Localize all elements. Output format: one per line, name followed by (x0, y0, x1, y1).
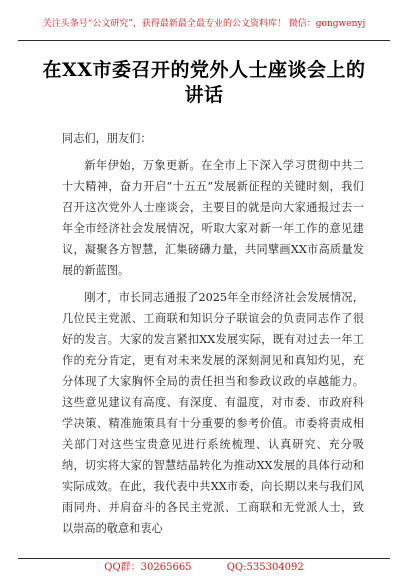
salutation: 同志们，朋友们： (62, 132, 152, 145)
body-paragraph: 新年伊始，万象更新。在全市上下深入学习贯彻中共二十大精神，奋力开启“十五五”发展新征程的关键时刻，我们召开这次党外人士座谈会，主要目的就是向大家通报过去一年全市经济社会发展情况，听取大家对新一年工作的意见建议，凝聚各方智慧，汇集磅礴力量，共同擘画XX市高质量发展的新蓝图。 (62, 159, 364, 277)
document-title: 在XX市委召开的党外人士座谈会上的讲话 (42, 59, 366, 106)
header-divider (18, 40, 390, 41)
body-paragraph: 刚才，市长同志通报了2025年全市经济社会发展情况，几位民主党派、工商联和知识分子联谊会的负责同志作了很好的发言。大家的发言紧扣XX发展实际，既有对过去一年工作的充分肯定，更有对未来发展的深刻洞见和真知灼见，充分体现了大家胸怀全局的责任担当和参政议政的卓越能力。这些意见建议有高度、有深度、有温度，对市委、市政府科学决策、精准施策具有十分重要的参考价值。市委将责成相关部门对这些宝贵意见进行系统梳理、认真研究、充分吸纳，切实将大家的智慧结晶转化为推动XX发展的具体行动和实际成效。在此，我代表中共XX市委，向长期以来与我们风雨同舟、并肩奋斗的各民主党派、工商联和无党派人士，致以崇高的敬意和衷心 (62, 291, 364, 535)
document-body (62, 128, 364, 539)
footer-contacts: QQ群：30265665 QQ:535304092 (104, 562, 304, 573)
header-banner: 关注头条号“公文研究”，获得最新最全最专业的公文资料库！ 微信：gongwenyj (42, 19, 366, 29)
